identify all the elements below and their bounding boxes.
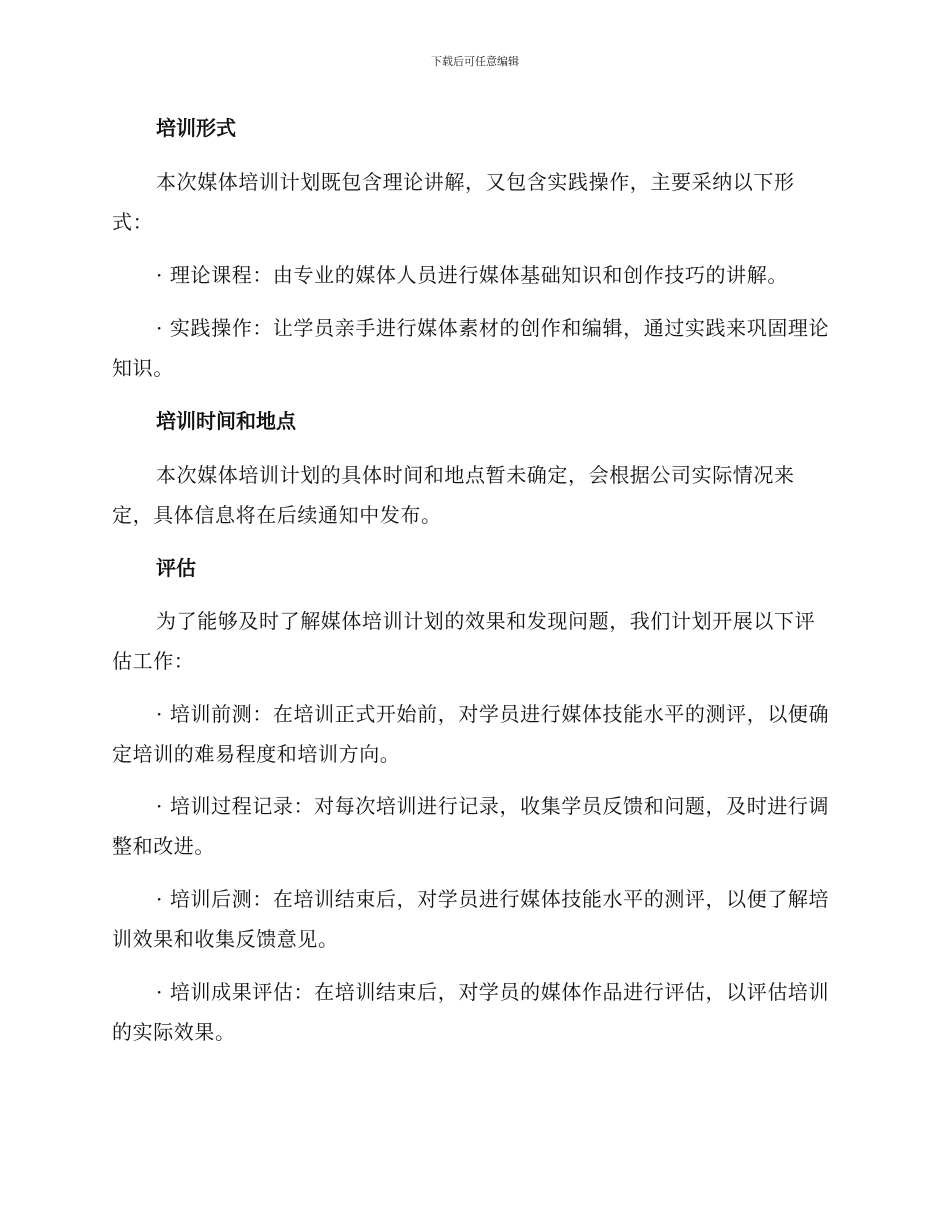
paragraph-evaluation-intro: 为了能够及时了解媒体培训计划的效果和发现问题，我们计划开展以下评估工作： (112, 609, 816, 673)
bullet-pre-test: · 培训前测：在培训正式开始前，对学员进行媒体技能水平的测评，以便确定培训的难易程度和培训方向。 (112, 702, 830, 766)
bullet-post-test: · 培训后测：在培训结束后，对学员进行媒体技能水平的测评，以便了解培训效果和收集反馈意见。 (112, 887, 830, 951)
heading-evaluation: 评估 (156, 556, 196, 580)
bullet-outcome-evaluation: · 培训成果评估：在培训结束后，对学员的媒体作品进行评估，以评估培训的实际效果。 (112, 980, 830, 1044)
bullet-process-record: · 培训过程记录：对每次培训进行记录，收集学员反馈和问题，及时进行调整和改进。 (112, 794, 830, 858)
heading-training-forms: 培训形式 (156, 116, 236, 140)
bullet-theory-course: · 理论课程：由专业的媒体人员进行媒体基础知识和创作技巧的讲解。 (156, 263, 788, 287)
bullet-practice: · 实践操作：让学员亲手进行媒体素材的创作和编辑，通过实践来巩固理论知识。 (112, 316, 830, 380)
heading-time-place: 培训时间和地点 (156, 409, 296, 433)
document-body (112, 108, 832, 1052)
paragraph-time-place: 本次媒体培训计划的具体时间和地点暂未确定，会根据公司实际情况来定，具体信息将在后续通知中发布。 (112, 463, 795, 527)
page-header: 下载后可任意编辑 (431, 55, 519, 68)
paragraph-forms-intro: 本次媒体培训计划既包含理论讲解，又包含实践操作，主要采纳以下形式： (112, 170, 795, 234)
